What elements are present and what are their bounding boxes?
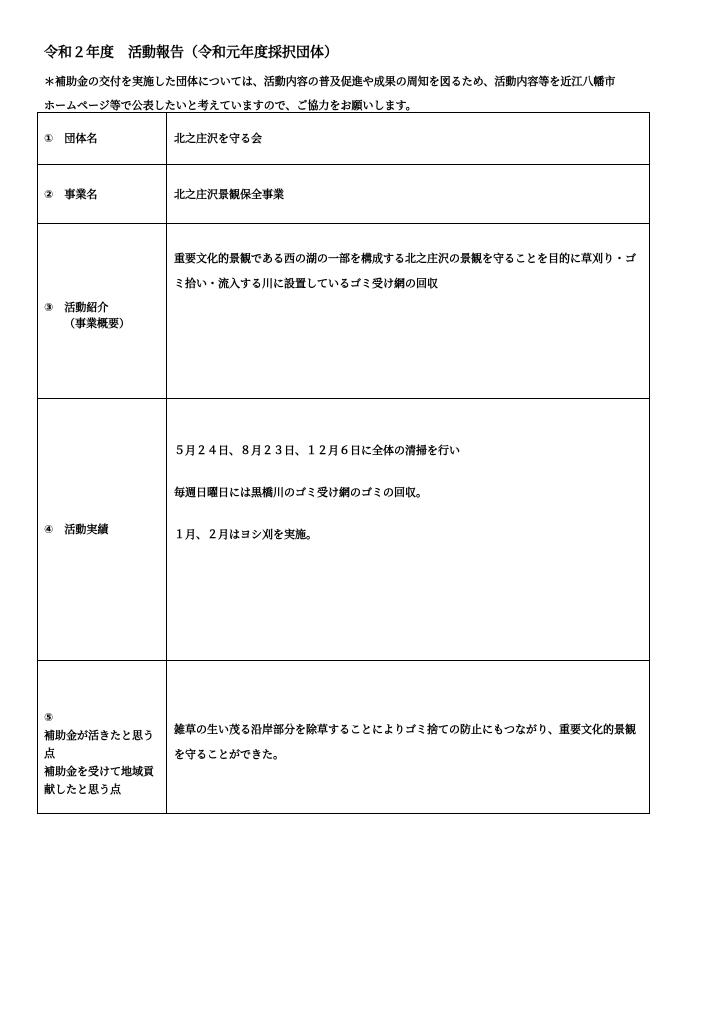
project-name-label: ② 事業名 xyxy=(38,165,167,224)
activity-intro-label xyxy=(38,224,167,399)
notice-line-2: ホームページ等で公表したいと考えていますので、ご協力をお願いします。 xyxy=(44,99,417,112)
row-subsidy-effect xyxy=(38,661,650,814)
page-title: 令和２年度 活動報告（令和元年度採択団体） xyxy=(44,45,338,61)
subsidy-effect-label-1: 補助金が活きたと思う点 xyxy=(44,729,154,760)
activity-intro-label-main: ③ 活動紹介 xyxy=(44,301,109,314)
row-project-name xyxy=(38,165,650,224)
subsidy-effect-value: 雑草の生い茂る沿岸部分を除草することによりゴミ捨ての防止にもつながり、重要文化的景観を守ることができた。 xyxy=(167,661,650,814)
notice-text xyxy=(44,70,694,118)
row-activity-results xyxy=(38,399,650,661)
group-name-label: ① 団体名 xyxy=(38,113,167,165)
subsidy-effect-label xyxy=(38,661,167,814)
row-activity-intro xyxy=(38,224,650,399)
notice-line-1: ＊補助金の交付を実施した団体については、活動内容の普及促進や成果の周知を図るため、活動内容等を近江八幡市 xyxy=(44,75,616,88)
activity-results-label: ④ 活動実績 xyxy=(38,399,167,661)
report-table xyxy=(37,112,650,814)
activity-intro-value: 重要文化的景観である西の湖の一部を構成する北之庄沢の景観を守ることを目的に草刈り・ゴミ拾い・流入する川に設置しているゴミ受け網の回収 xyxy=(167,224,650,399)
activity-intro-label-sub: （事業概要） xyxy=(64,317,130,330)
results-paragraph-3: １月、２月はヨシ刈を実施。 xyxy=(174,528,317,541)
project-name-value: 北之庄沢景観保全事業 xyxy=(167,165,650,224)
results-paragraph-1: ５月２４日、８月２３日、１２月６日に全体の清掃を行い xyxy=(174,444,460,457)
subsidy-effect-number: ⑤ xyxy=(44,711,54,724)
results-paragraph-2: 毎週日曜日には黒橋川のゴミ受け網のゴミの回収。 xyxy=(174,486,427,499)
subsidy-effect-label-2: 補助金を受けて地域貢献したと思う点 xyxy=(44,765,154,796)
group-name-value: 北之庄沢を守る会 xyxy=(167,113,650,165)
activity-results-value xyxy=(167,399,650,661)
row-group-name xyxy=(38,113,650,165)
